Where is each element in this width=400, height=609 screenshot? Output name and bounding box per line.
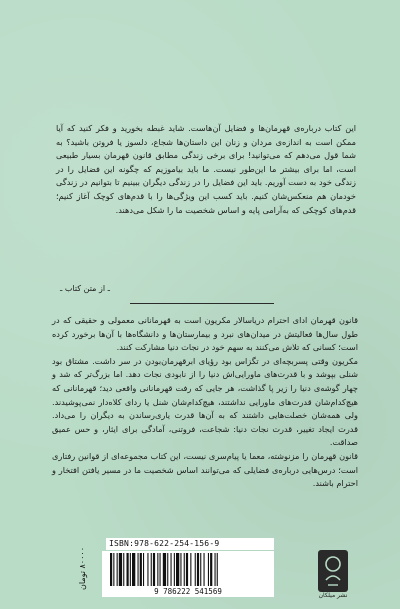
price-text: ۸۰۰۰۰ تومان	[77, 546, 87, 590]
quote-source: ـ از متن کتاب ـ	[60, 284, 110, 293]
quote-block	[56, 122, 356, 217]
barcode-digits: 9 786222 541569	[102, 587, 274, 597]
barcode-area	[62, 538, 274, 598]
divider	[130, 303, 274, 304]
barcode-bars	[102, 551, 274, 587]
price-label	[64, 538, 100, 598]
publisher-name: نشر میلکان	[318, 592, 348, 599]
description-block	[52, 314, 358, 491]
quote-text: این کتاب درباره‌ی قهرمان‌ها و فضایل آن‌هاست. شاید غبطه بخورید و فکر کنید که آیا ممکن است به اندازه‌ی مردان و زنان این داستان‌ها شجاع، دلسوز یا فروتن باشید؟ به شما قول می‌دهم که می‌توانید! برای برخی زندگی مطابق قانون قهرمان بسیار طبیعی است، اما برای بیشتر ما این‌طور نیست. ما باید بیاموزیم که چگونه این فضایل را در زندگی خود به دست آوریم. باید این فضایل را در زندگی دیگران ببینیم تا بتوانیم در زندگی خودمان هم منعکس‌شان کنیم. باید کسب این ویژگی‌ها را با قدم‌های کوچک آغاز کنیم؛ قدم‌های کوچکی که به‌آرامی پایه و اساس شخصیت ما را شکل می‌دهند.	[56, 123, 356, 215]
isbn-label: ISBN:978-622-254-156-9	[106, 538, 274, 550]
publisher-logo-icon	[318, 550, 348, 592]
description-paragraph-3: قانون قهرمان را مزنوشته، معما یا پیام‌سری نیست، این کتاب مجموعه‌ای از قوانین رفتاری است؛ درس‌هایی درباره‌ی فضایلی که می‌توانند اساس شخصیت ما در مسیر یافتن افتخار و احترام باشند.	[52, 450, 358, 489]
description-paragraph-1: قانون قهرمان ادای احترام دریاسالار مکریون است به قهرمانانی معمولی و حقیقی که در طول سال‌ها فعالیتش در میدان‌های نبرد و بیمارستان‌ها و دانشگاه‌ها با آن‌ها برخورد کرده است؛ کسانی که تلاش می‌کنند به سهم خود در نجات دنیا مشارکت کنند.	[52, 315, 358, 353]
description-paragraph-2: مکریون وقتی پسربچه‌ای در تگزاس بود رؤیای ابرقهرمان‌بودن در سر داشت. مشتاق بود شنلی بپوشد و با قدرت‌های ماورایی‌اش دنیا را از نابودی نجات دهد. اما بزرگ‌تر که شد و چهار گوشه‌ی دنیا را زیر پا گذاشت، هر جایی که رفت قهرمانانی واقعی دید؛ قهرمانانی که هیچ‌کدام‌شان قدرت‌های ماورایی نداشتند، هیچ‌کدام‌شان شنل یا ردای کلاه‌دار نمی‌پوشیدند. ولی همه‌شان خصلت‌هایی داشتند که به آن‌ها قدرت یاری‌رساندن به دیگران را می‌داد. قدرت ایجاد تغییر، قدرت نجات دنیا: شجاعت، فروتنی، آمادگی برای ایثار، و حس عمیق صداقت.	[52, 355, 358, 448]
